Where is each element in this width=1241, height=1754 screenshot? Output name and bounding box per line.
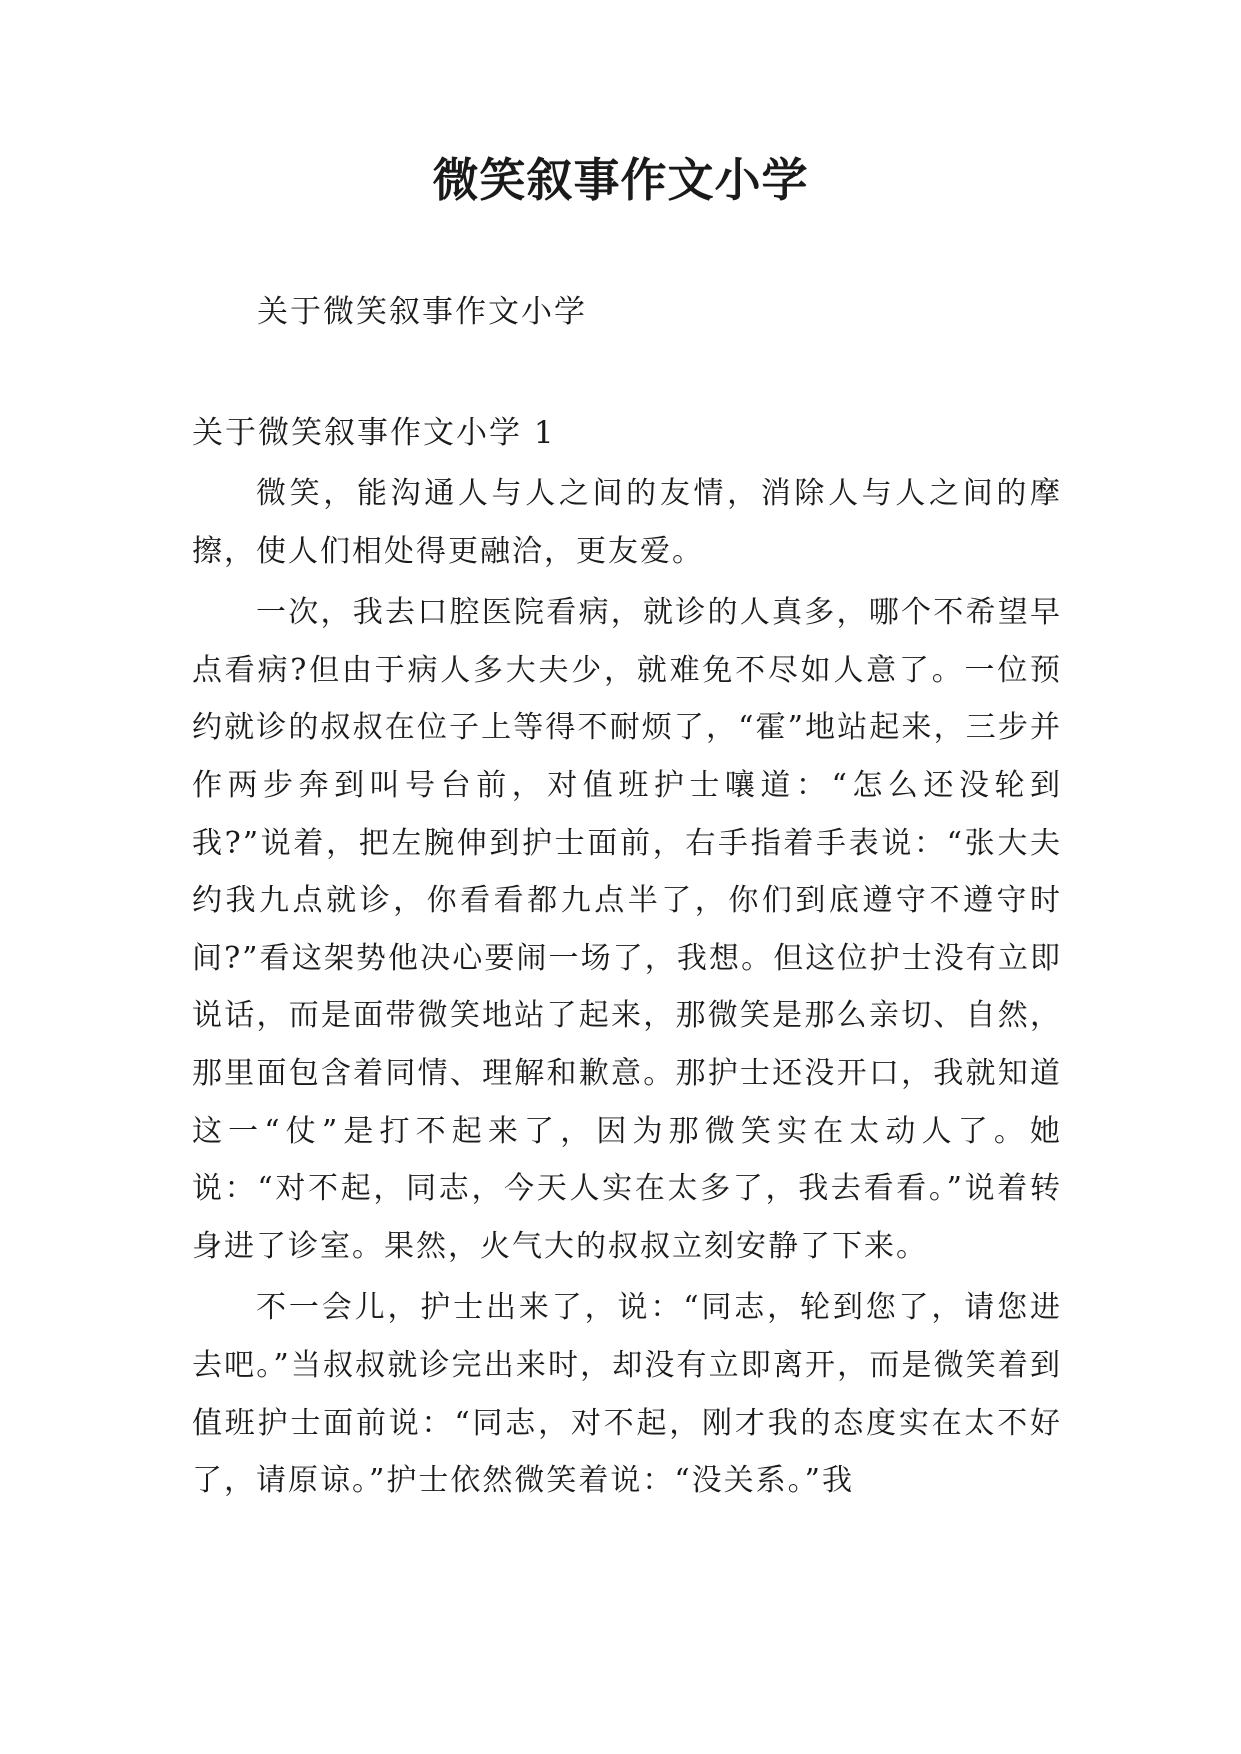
body-text <box>192 465 1062 1510</box>
document-title: 微笑叙事作文小学 <box>432 153 809 207</box>
paragraph: 不一会儿，护士出来了，说：“同志，轮到您了，请您进去吧。”当叔叔就诊完出来时，却没有立即离开，而是微笑着到值班护士面前说：“同志，对不起，刚才我的态度实在太不好了，请原谅。”护士依然微笑着说：“没关系。”我 <box>192 1290 1062 1499</box>
paragraph: 一次，我去口腔医院看病，就诊的人真多，哪个不希望早点看病?但由于病人多大夫少，就难免不尽如人意了。一位预约就诊的叔叔在位子上等得不耐烦了，“霍”地站起来，三步并作两步奔到叫号台前，对值班护士嚷道：“怎么还没轮到我?”说着，把左腕伸到护士面前，右手指着手表说：“张大夫约我九点就诊，你看看都九点半了，你们到底遵守不遵守时间?”看这架势他决心要闹一场了，我想。但这位护士没有立即说话，而是面带微笑地站了起来，那微笑是那么亲切、自然，那里面包含着同情、理解和歉意。那护士还没开口，我就知道这一“仗”是打不起来了，因为那微笑实在太动人了。她说：“对不起，同志，今天人实在太多了，我去看看。”说着转身进了诊室。果然，火气大的叔叔立刻安静了下来。 <box>192 595 1062 1264</box>
document-subtitle: 关于微笑叙事作文小学 <box>257 294 587 330</box>
section-heading: 关于微笑叙事作文小学 1 <box>192 415 556 451</box>
paragraph: 微笑，能沟通人与人之间的友情，消除人与人之间的摩擦，使人们相处得更融洽，更友爱。 <box>192 476 1062 569</box>
